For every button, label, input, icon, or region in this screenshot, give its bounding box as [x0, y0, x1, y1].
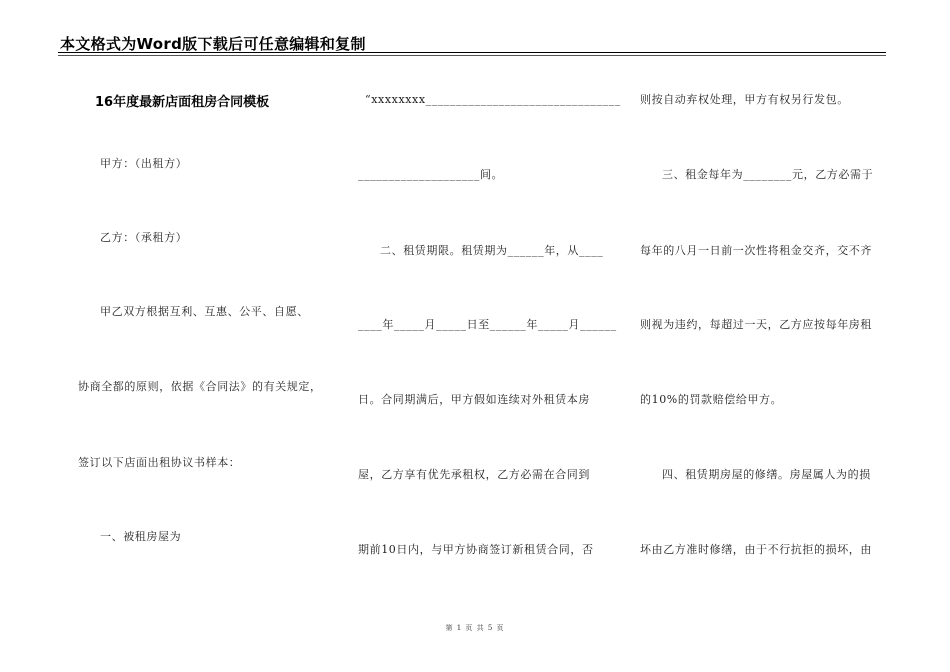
- paragraph-line: ____________________间。: [358, 168, 504, 181]
- party-b-line: 乙方：（承租方）: [100, 231, 188, 244]
- paragraph-line: 坏由乙方准时修缮，由于不行抗拒的损坏，由: [640, 543, 872, 556]
- party-a-line: 甲方：（出租方）: [100, 157, 188, 170]
- section-heading-line: 一、被租房屋为: [100, 530, 182, 543]
- paragraph-line: 日。合同期满后，甲方假如连续对外租赁本房: [358, 393, 590, 406]
- header-title: 本文格式为Word版下载后可任意编辑和复制: [60, 35, 366, 53]
- paragraph-line: 期前10日内，与甲方协商签订新租赁合同，否: [358, 543, 594, 556]
- paragraph-line: 则按自动弃权处理，甲方有权另行发包。: [640, 93, 849, 106]
- paragraph-line: 签订以下店面出租协议书样本：: [78, 456, 241, 469]
- section-heading-line: 四、租赁期房屋的修缮。房屋属人为的损: [662, 468, 871, 481]
- header-rule-thin: [58, 55, 886, 56]
- paragraph-line: 每年的八月一日前一次性将租金交齐，交不齐: [640, 244, 872, 257]
- section-heading-line: 二、租赁期限。租赁期为______年，从____: [380, 244, 604, 257]
- paragraph-line: 协商全都的原则，依据《合同法》的有关规定，: [78, 380, 322, 393]
- paragraph-line: ____年_____月_____日至______年_____月______: [358, 318, 617, 331]
- paragraph-line: “xxxxxxxx________________________________: [365, 93, 621, 106]
- paragraph-line: 则视为违约，每超过一天，乙方应按每年房租: [640, 318, 872, 331]
- paragraph-line: 甲乙双方根据互利、互惠、公平、自愿、: [100, 305, 309, 318]
- document-title: 16年度最新店面租房合同模板: [95, 95, 270, 110]
- section-heading-line: 三、租金每年为________元，乙方必需于: [662, 168, 874, 181]
- paragraph-line: 屋，乙方享有优先承租权，乙方必需在合同到: [358, 468, 590, 481]
- header-rule: [58, 52, 886, 53]
- paragraph-line: 的10%的罚款赔偿给甲方。: [640, 393, 783, 406]
- page-number: 第 1 页 共 5 页: [445, 624, 505, 632]
